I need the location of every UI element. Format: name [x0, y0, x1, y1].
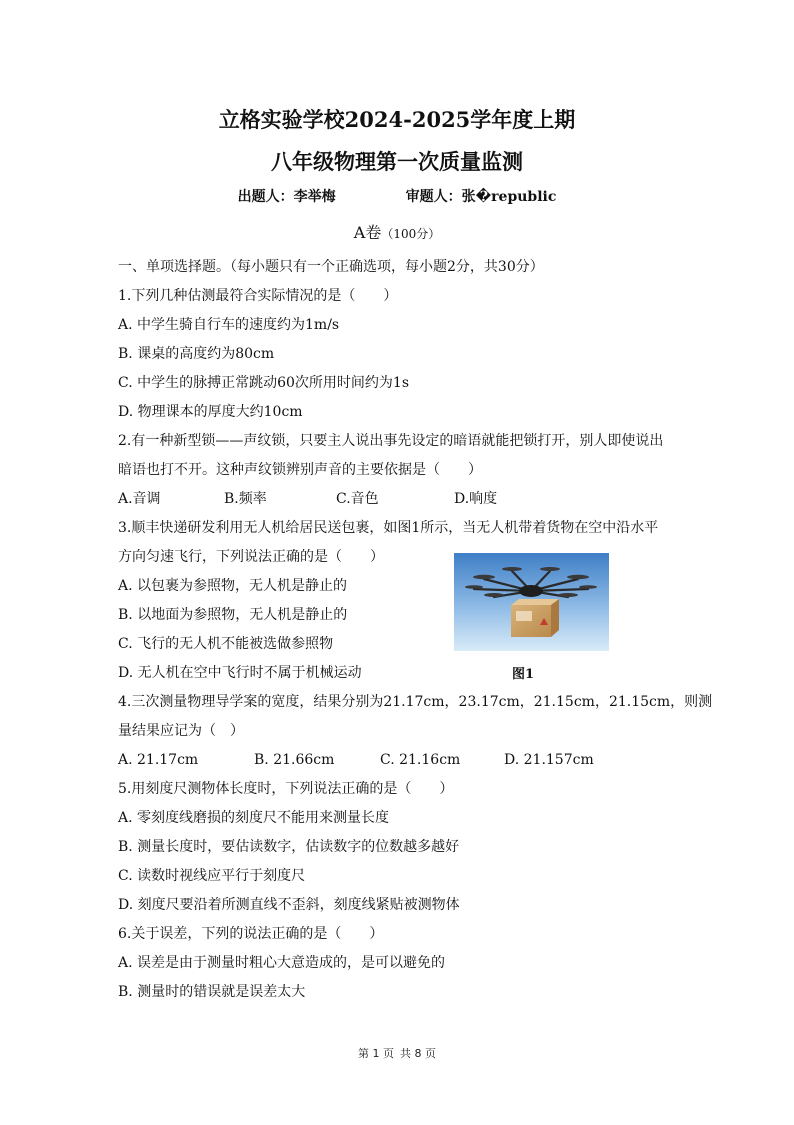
question-1-option-d: D. 物理课本的厚度大约10cm	[118, 404, 303, 420]
question-4-stem-line1: 4.三次测量物理导学案的宽度，结果分别为21.17cm，23.17cm，21.15cm，21.15cm，则测	[118, 694, 713, 710]
question-2-stem-line2: 暗语也打不开。这种声纹锁辨别声音的主要依据是（ ）	[118, 462, 482, 478]
question-1-option-c: C. 中学生的脉搏正常跳动60次所用时间约为1s	[118, 375, 410, 391]
question-4-option-c: C. 21.16cm	[380, 752, 461, 768]
drone-illustration	[454, 553, 609, 651]
question-2-option-d: D.响度	[454, 491, 498, 507]
question-6-stem: 6.关于误差，下列的说法正确的是（ ）	[118, 926, 384, 942]
question-3-option-a: A. 以包裹为参照物，无人机是静止的	[118, 578, 348, 594]
question-3-option-b: B. 以地面为参照物，无人机是静止的	[118, 607, 348, 623]
exam-authors	[0, 186, 794, 206]
question-3-option-d: D. 无人机在空中飞行时不属于机械运动	[118, 665, 362, 681]
question-3-option-c: C. 飞行的无人机不能被选做参照物	[118, 636, 334, 652]
page-footer	[0, 1045, 794, 1061]
section-score: （100分）	[381, 227, 441, 241]
question-2-option-a: A.音调	[118, 491, 161, 507]
exam-title-subject: 八年级物理第一次质量监测	[271, 149, 523, 174]
question-6-option-b: B. 测量时的错误就是误差太大	[118, 984, 306, 1000]
question-4-option-b: B. 21.66cm	[254, 752, 335, 768]
figure-1-caption: 图1	[512, 667, 535, 682]
question-5-option-c: C. 读数时视线应平行于刻度尺	[118, 868, 306, 884]
question-reviewer: 审题人：张�republic	[405, 189, 557, 205]
question-1-option-a: A. 中学生骑自行车的速度约为1m/s	[118, 317, 340, 333]
question-5-stem: 5.用刻度尺测物体长度时，下列说法正确的是（ ）	[118, 781, 454, 797]
exam-title-school: 立格实验学校2024-2025学年度上期	[218, 107, 576, 132]
question-4-option-d: D. 21.157cm	[504, 752, 594, 768]
drone-parcel-figure	[454, 553, 609, 651]
section-heading	[0, 220, 794, 243]
question-1-stem: 1.下列几种估测最符合实际情况的是（ ）	[118, 288, 398, 304]
question-3-stem-line2: 方向匀速飞行，下列说法正确的是（ ）	[118, 549, 384, 565]
page-total: 共 8 页	[400, 1047, 436, 1060]
question-2-option-b: B.频率	[224, 491, 267, 507]
question-2-option-c: C.音色	[336, 491, 379, 507]
question-5-option-b: B. 测量长度时，要估读数字，估读数字的位数越多越好	[118, 839, 460, 855]
question-3-stem-line1: 3.顺丰快递研发利用无人机给居民送包裹，如图1所示，当无人机带着货物在空中沿水平	[118, 520, 659, 536]
question-5-option-a: A. 零刻度线磨损的刻度尺不能用来测量长度	[118, 810, 390, 826]
question-4-option-a: A. 21.17cm	[118, 752, 199, 768]
section-instruction: 一、单项选择题。（每小题只有一个正确选项，每小题2分，共30分）	[118, 259, 544, 275]
question-6-option-a: A. 误差是由于测量时粗心大意造成的，是可以避免的	[118, 955, 446, 971]
question-2-stem-line1: 2.有一种新型锁——声纹锁，只要主人说出事先设定的暗语就能把锁打开，别人即使说出	[118, 433, 664, 449]
question-4-stem-line2: 量结果应记为（ ）	[118, 723, 244, 739]
question-5-option-d: D. 刻度尺要沿着所测直线不歪斜，刻度线紧贴被测物体	[118, 897, 460, 913]
question-1-option-b: B. 课桌的高度约为80cm	[118, 346, 275, 362]
page-number: 第 1 页	[358, 1047, 394, 1060]
drone-body	[519, 585, 543, 597]
section-title: A卷	[353, 223, 382, 242]
parcel-box	[511, 599, 559, 637]
question-setter: 出题人：李举梅	[237, 189, 336, 205]
